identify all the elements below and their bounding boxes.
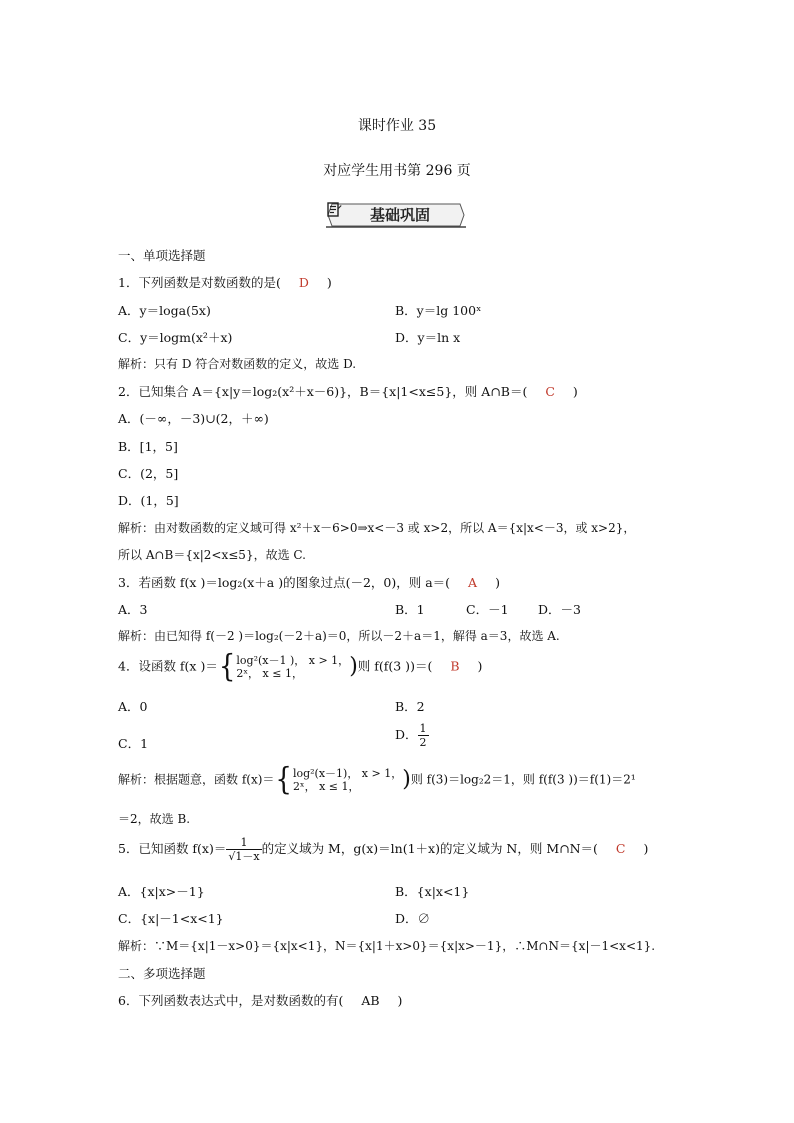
section-heading-multi: 二、多项选择题 (118, 966, 206, 981)
q4-stem-post: 则 f(f(3 ))＝( (357, 658, 433, 674)
q3-close: ) (495, 575, 500, 590)
q2-solution-line1: 解析：由对数函数的定义域可得 x²＋x－6>0⇒x<－3 或 x>2，所以 A＝{x|x<－3，或 x>2}， (118, 521, 636, 535)
q1-stem-text: 1．下列函数是对数函数的是( (118, 275, 281, 290)
q3-option-b: B．1 (395, 602, 425, 617)
q3-stem (118, 573, 500, 591)
q3-stem-text: 3．若函数 f(x )＝log₂(x＋a )的图象过点(－2，0)，则 a＝( (118, 575, 451, 590)
section-banner (326, 202, 466, 228)
section-heading-single: 一、单项选择题 (118, 248, 206, 263)
q4-option-a: A．0 (118, 699, 148, 714)
q2-option-d: D．(1，5] (118, 493, 179, 508)
q4-sol-pre: 解析：根据题意，函数 f(x)＝ (118, 772, 275, 787)
q2-option-c: C．(2，5] (118, 466, 179, 481)
q4-sol-left-brace: { (275, 762, 292, 798)
q2-stem (118, 382, 578, 400)
q5-option-a: A．{x|x>－1} (118, 884, 205, 899)
q6-stem-text: 6．下列函数表达式中，是对数函数的有( (118, 993, 344, 1008)
q5-close: ) (643, 841, 649, 856)
q4-sol-case-2: 2ˣ， x ≤ 1， (292, 780, 360, 793)
q4-answer: B (450, 658, 460, 674)
q4-option-d-prefix: D． (395, 727, 418, 742)
page-subtitle: 对应学生用书第 296 页 (323, 163, 471, 179)
q4-sol-cases (293, 767, 402, 793)
q4-case-1: log²(x－1 )， x > 1， (236, 654, 350, 667)
q4-option-d-den: 2 (419, 736, 427, 749)
q4-option-d-num: 1 (419, 722, 427, 735)
q1-solution: 解析：只有 D 符合对数函数的定义，故选 D. (118, 357, 357, 371)
q5-fraction (226, 836, 261, 863)
banner-label: 基础巩固 (370, 206, 431, 224)
q3-option-d: D．－3 (538, 602, 581, 617)
page-title: 课时作业 35 (357, 118, 437, 134)
q4-right-paren: ) (349, 654, 358, 679)
q4-solution-line1 (118, 762, 636, 798)
q4-sol-right-paren: ) (402, 767, 411, 792)
q1-option-b: B．y＝lg 100ˣ (395, 303, 482, 318)
q2-answer: C (545, 384, 555, 399)
q4-option-b: B．2 (395, 699, 425, 714)
q1-option-a: A．y＝loga(5x) (118, 303, 211, 318)
q5-frac-den: √1－x (228, 850, 260, 863)
q5-stem-post: 的定义域为 M，g(x)＝ln(1＋x)的定义域为 N，则 M∩N＝( (261, 841, 598, 856)
q2-stem-text: 2．已知集合 A＝{x|y＝log₂(x²＋x－6)}，B＝{x|1<x≤5}，则 A∩B＝( (118, 384, 528, 399)
q5-answer: C (615, 841, 626, 856)
q6-stem (118, 991, 402, 1009)
q3-option-a: A．3 (118, 602, 148, 617)
q5-frac-num: 1 (226, 836, 261, 850)
q5-stem (118, 836, 648, 863)
q1-option-d: D．y＝ln x (395, 330, 461, 345)
q4-stem (118, 649, 483, 685)
q6-close: ) (397, 993, 403, 1008)
q2-close: ) (572, 384, 578, 399)
q2-option-b: B．[1，5] (118, 439, 178, 454)
q3-answer: A (468, 575, 478, 590)
q4-solution-line2: ＝2，故选 B. (118, 812, 191, 826)
q4-option-d-fraction (418, 722, 429, 749)
q1-stem (118, 273, 332, 291)
q5-option-d: D．∅ (395, 911, 431, 926)
q4-option-c: C．1 (118, 736, 149, 751)
q4-close: ) (477, 658, 483, 674)
q5-stem-pre: 5．已知函数 f(x)＝ (118, 841, 227, 856)
q4-left-brace: { (218, 649, 236, 685)
notebook-icon (326, 202, 342, 218)
q3-option-c: C．－1 (466, 602, 509, 617)
q4-stem-pre: 4．设函数 f(x )＝ (118, 658, 218, 674)
q2-solution-line2: 所以 A∩B＝{x|2<x≤5}，故选 C. (118, 548, 306, 562)
q4-option-d (395, 722, 429, 749)
q3-solution: 解析：由已知得 f(－2 )＝log₂(－2＋a)＝0，所以－2＋a＝1，解得 a＝3，故选 A. (118, 629, 560, 643)
q2-option-a: A．(－∞，－3)∪(2，＋∞) (118, 411, 269, 426)
q1-close: ) (326, 275, 332, 290)
q6-answer: AB (361, 993, 380, 1008)
q4-sol-case-1: log²(x－1)， x > 1， (292, 767, 403, 780)
q1-answer: D (298, 275, 309, 290)
q1-option-c: C．y＝logm(x²＋x) (118, 330, 233, 345)
q5-solution: 解析：∵M＝{x|1－x>0}＝{x|x<1}，N＝{x|1＋x>0}＝{x|x>－1}，∴M∩N＝{x|－1<x<1}. (118, 939, 656, 953)
q5-option-b: B．{x|x<1} (395, 884, 470, 899)
q4-sol-post: 则 f(3)＝log₂2＝1，则 f(f(3 ))＝f(1)＝2¹ (410, 772, 636, 787)
q4-cases (236, 654, 349, 680)
q4-case-2: 2ˣ， x ≤ 1， (236, 667, 303, 680)
q5-option-c: C．{x|－1<x<1} (118, 911, 224, 926)
